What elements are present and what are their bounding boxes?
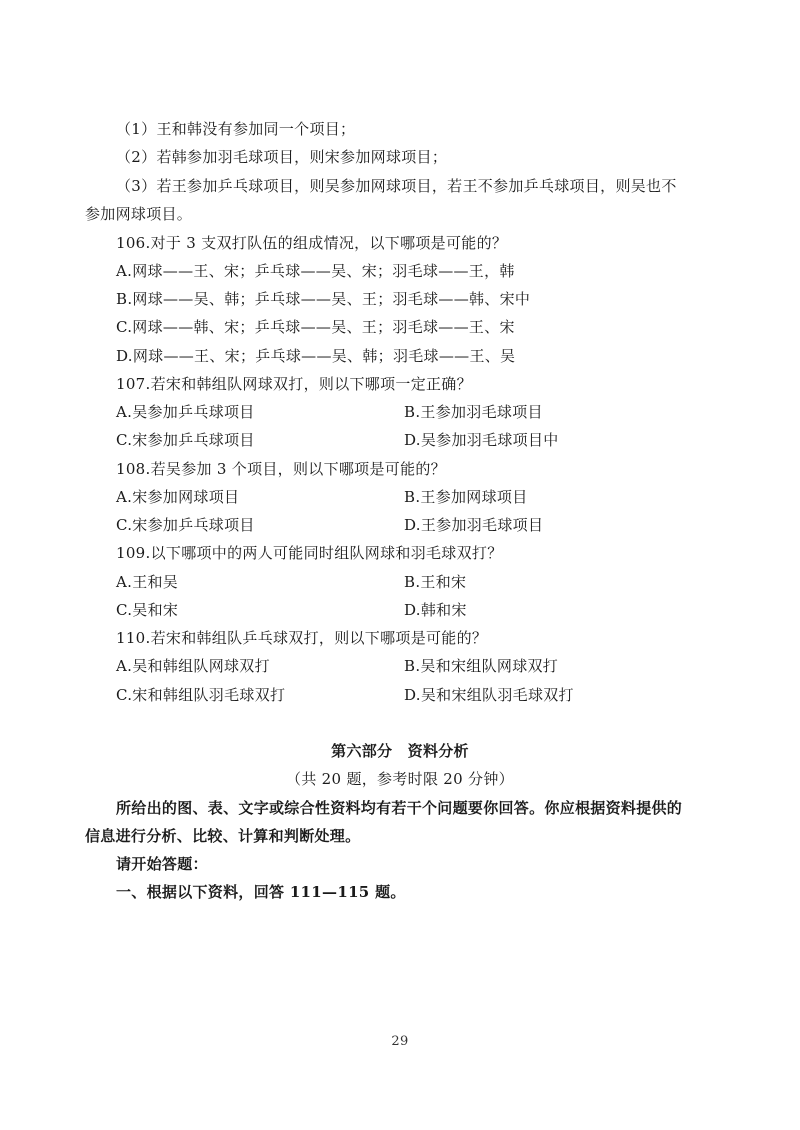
question-109-option-c: C.吴和宋 <box>116 601 179 619</box>
question-108-stem: 108.若吴参加 3 个项目，则以下哪项是可能的？ <box>116 460 446 478</box>
question-107-option-a: A.吴参加乒乓球项目 <box>116 403 255 421</box>
question-106-stem: 106.对于 3 支双打队伍的组成情况，以下哪项是可能的？ <box>116 234 508 252</box>
section-intro-line-1: 所给出的图、表、文字或综合性资料均有若干个问题要你回答。你应根据资料提供的 <box>116 799 683 817</box>
question-110-option-c: C.宋和韩组队羽毛球双打 <box>116 686 286 704</box>
question-108-option-d: D.王参加羽毛球项目 <box>404 516 544 534</box>
question-109-option-b: B.王和宋 <box>404 573 467 591</box>
question-110-stem: 110.若宋和韩组队乒乓球双打，则以下哪项是可能的？ <box>116 629 488 647</box>
section-subtitle: （共 20 题，参考时限 20 分钟） <box>286 770 514 788</box>
start-prompt: 请开始答题： <box>116 855 208 873</box>
question-110-option-a: A.吴和韩组队网球双打 <box>116 657 270 675</box>
part-one-heading: 一、根据以下资料，回答 111—115 题。 <box>116 883 406 901</box>
question-110-option-b: B.吴和宋组队网球双打 <box>404 657 559 675</box>
question-109-option-d: D.韩和宋 <box>404 601 467 619</box>
question-106-option-b: B.网球——吴、韩；乒乓球——吴、王；羽毛球——韩、宋中 <box>116 290 531 308</box>
question-107-option-b: B.王参加羽毛球项目 <box>404 403 543 421</box>
question-106-option-d: D.网球——王、宋；乒乓球——吴、韩；羽毛球——王、吴 <box>116 347 516 365</box>
condition-3: （3）若王参加乒乓球项目，则吴参加网球项目，若王不参加乒乓球项目，则吴也不 <box>116 177 677 195</box>
question-107-option-d: D.吴参加羽毛球项目中 <box>404 431 559 449</box>
section-title: 第六部分 资料分析 <box>331 742 469 760</box>
question-107-option-c: C.宋参加乒乓球项目 <box>116 431 255 449</box>
page-number: 29 <box>391 1034 409 1049</box>
question-108-option-c: C.宋参加乒乓球项目 <box>116 516 255 534</box>
condition-2: （2）若韩参加羽毛球项目，则宋参加网球项目； <box>116 148 448 166</box>
question-106-option-c: C.网球——韩、宋；乒乓球——吴、王；羽毛球——王、宋 <box>116 318 515 336</box>
question-107-stem: 107.若宋和韩组队网球双打，则以下哪项一定正确？ <box>116 375 472 393</box>
question-109-option-a: A.王和吴 <box>116 573 179 591</box>
question-108-option-a: A.宋参加网球项目 <box>116 488 240 506</box>
question-109-stem: 109.以下哪项中的两人可能同时组队网球和羽毛球双打？ <box>116 544 503 562</box>
question-108-option-b: B.王参加网球项目 <box>404 488 528 506</box>
question-110-option-d: D.吴和宋组队羽毛球双打 <box>404 686 574 704</box>
section-intro-line-2: 信息进行分析、比较、计算和判断处理。 <box>85 827 361 845</box>
question-106-option-a: A.网球——王、宋；乒乓球——吴、宋；羽毛球——王，韩 <box>116 262 515 280</box>
condition-1: （1）王和韩没有参加同一个项目； <box>116 120 356 138</box>
condition-3-cont: 参加网球项目。 <box>85 205 193 223</box>
